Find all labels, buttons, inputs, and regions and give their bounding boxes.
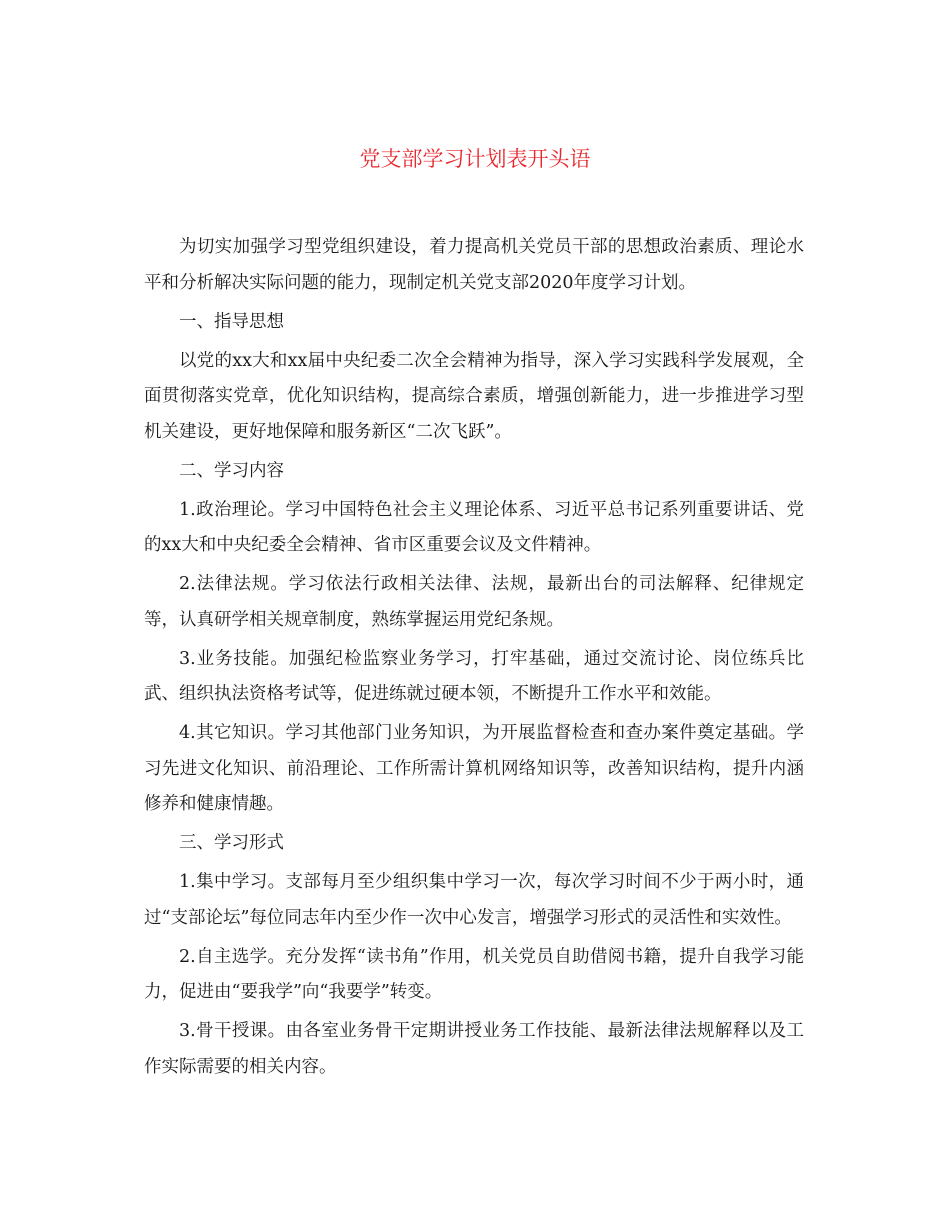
section-heading-guiding-ideology: 一、指导思想 bbox=[179, 311, 284, 332]
study-form-item-group: 1.集中学习。支部每月至少组织集中学习一次，每次学习时间不少于两小时，通过“支部论坛”每位同志年内至少作一次中心发言，增强学习形式的灵活性和实效性。 bbox=[144, 872, 804, 928]
intro-paragraph: 为切实加强学习型党组织建设，着力提高机关党员干部的思想政治素质、理论水平和分析解决实际问题的能力，现制定机关党支部2020年度学习计划。 bbox=[144, 237, 804, 293]
document-body bbox=[144, 230, 804, 1089]
study-content-item-skills: 3.业务技能。加强纪检监察业务学习，打牢基础，通过交流讨论、岗位练兵比武、组织执法资格考试等，促进练就过硬本领，不断提升工作水平和效能。 bbox=[144, 648, 804, 704]
study-content-item-other: 4.其它知识。学习其他部门业务知识，为开展监督检查和查办案件奠定基础。学习先进文化知识、前沿理论、工作所需计算机网络知识等，改善知识结构，提升内涵修养和健康情趣。 bbox=[144, 723, 804, 814]
guiding-ideology-paragraph: 以党的xx大和xx届中央纪委二次全会精神为指导，深入学习实践科学发展观，全面贯彻落实党章，优化知识结构，提高综合素质，增强创新能力，进一步推进学习型机关建设，更好地保障和服务新区“二次飞跃”。 bbox=[144, 350, 804, 442]
study-content-item-law: 2.法律法规。学习依法行政相关法律、法规，最新出台的司法解释、纪律规定等，认真研学相关规章制度，熟练掌握运用党纪条规。 bbox=[144, 574, 804, 630]
section-heading-study-form: 三、学习形式 bbox=[179, 833, 284, 853]
study-form-item-self: 2.自主选学。充分发挥“读书角”作用，机关党员自助借阅书籍，提升自我学习能力，促进由“要我学”向“我要学”转变。 bbox=[144, 946, 804, 1002]
section-heading-study-content: 二、学习内容 bbox=[179, 460, 284, 481]
document-title: 党支部学习计划表开头语 bbox=[359, 147, 591, 171]
study-content-item-politics: 1.政治理论。学习中国特色社会主义理论体系、习近平总书记系列重要讲话、党的xx大和中央纪委全会精神、省市区重要会议及文件精神。 bbox=[144, 499, 804, 555]
study-form-item-lecture: 3.骨干授课。由各室业务骨干定期讲授业务工作技能、最新法律法规解释以及工作实际需要的相关内容。 bbox=[144, 1021, 804, 1077]
